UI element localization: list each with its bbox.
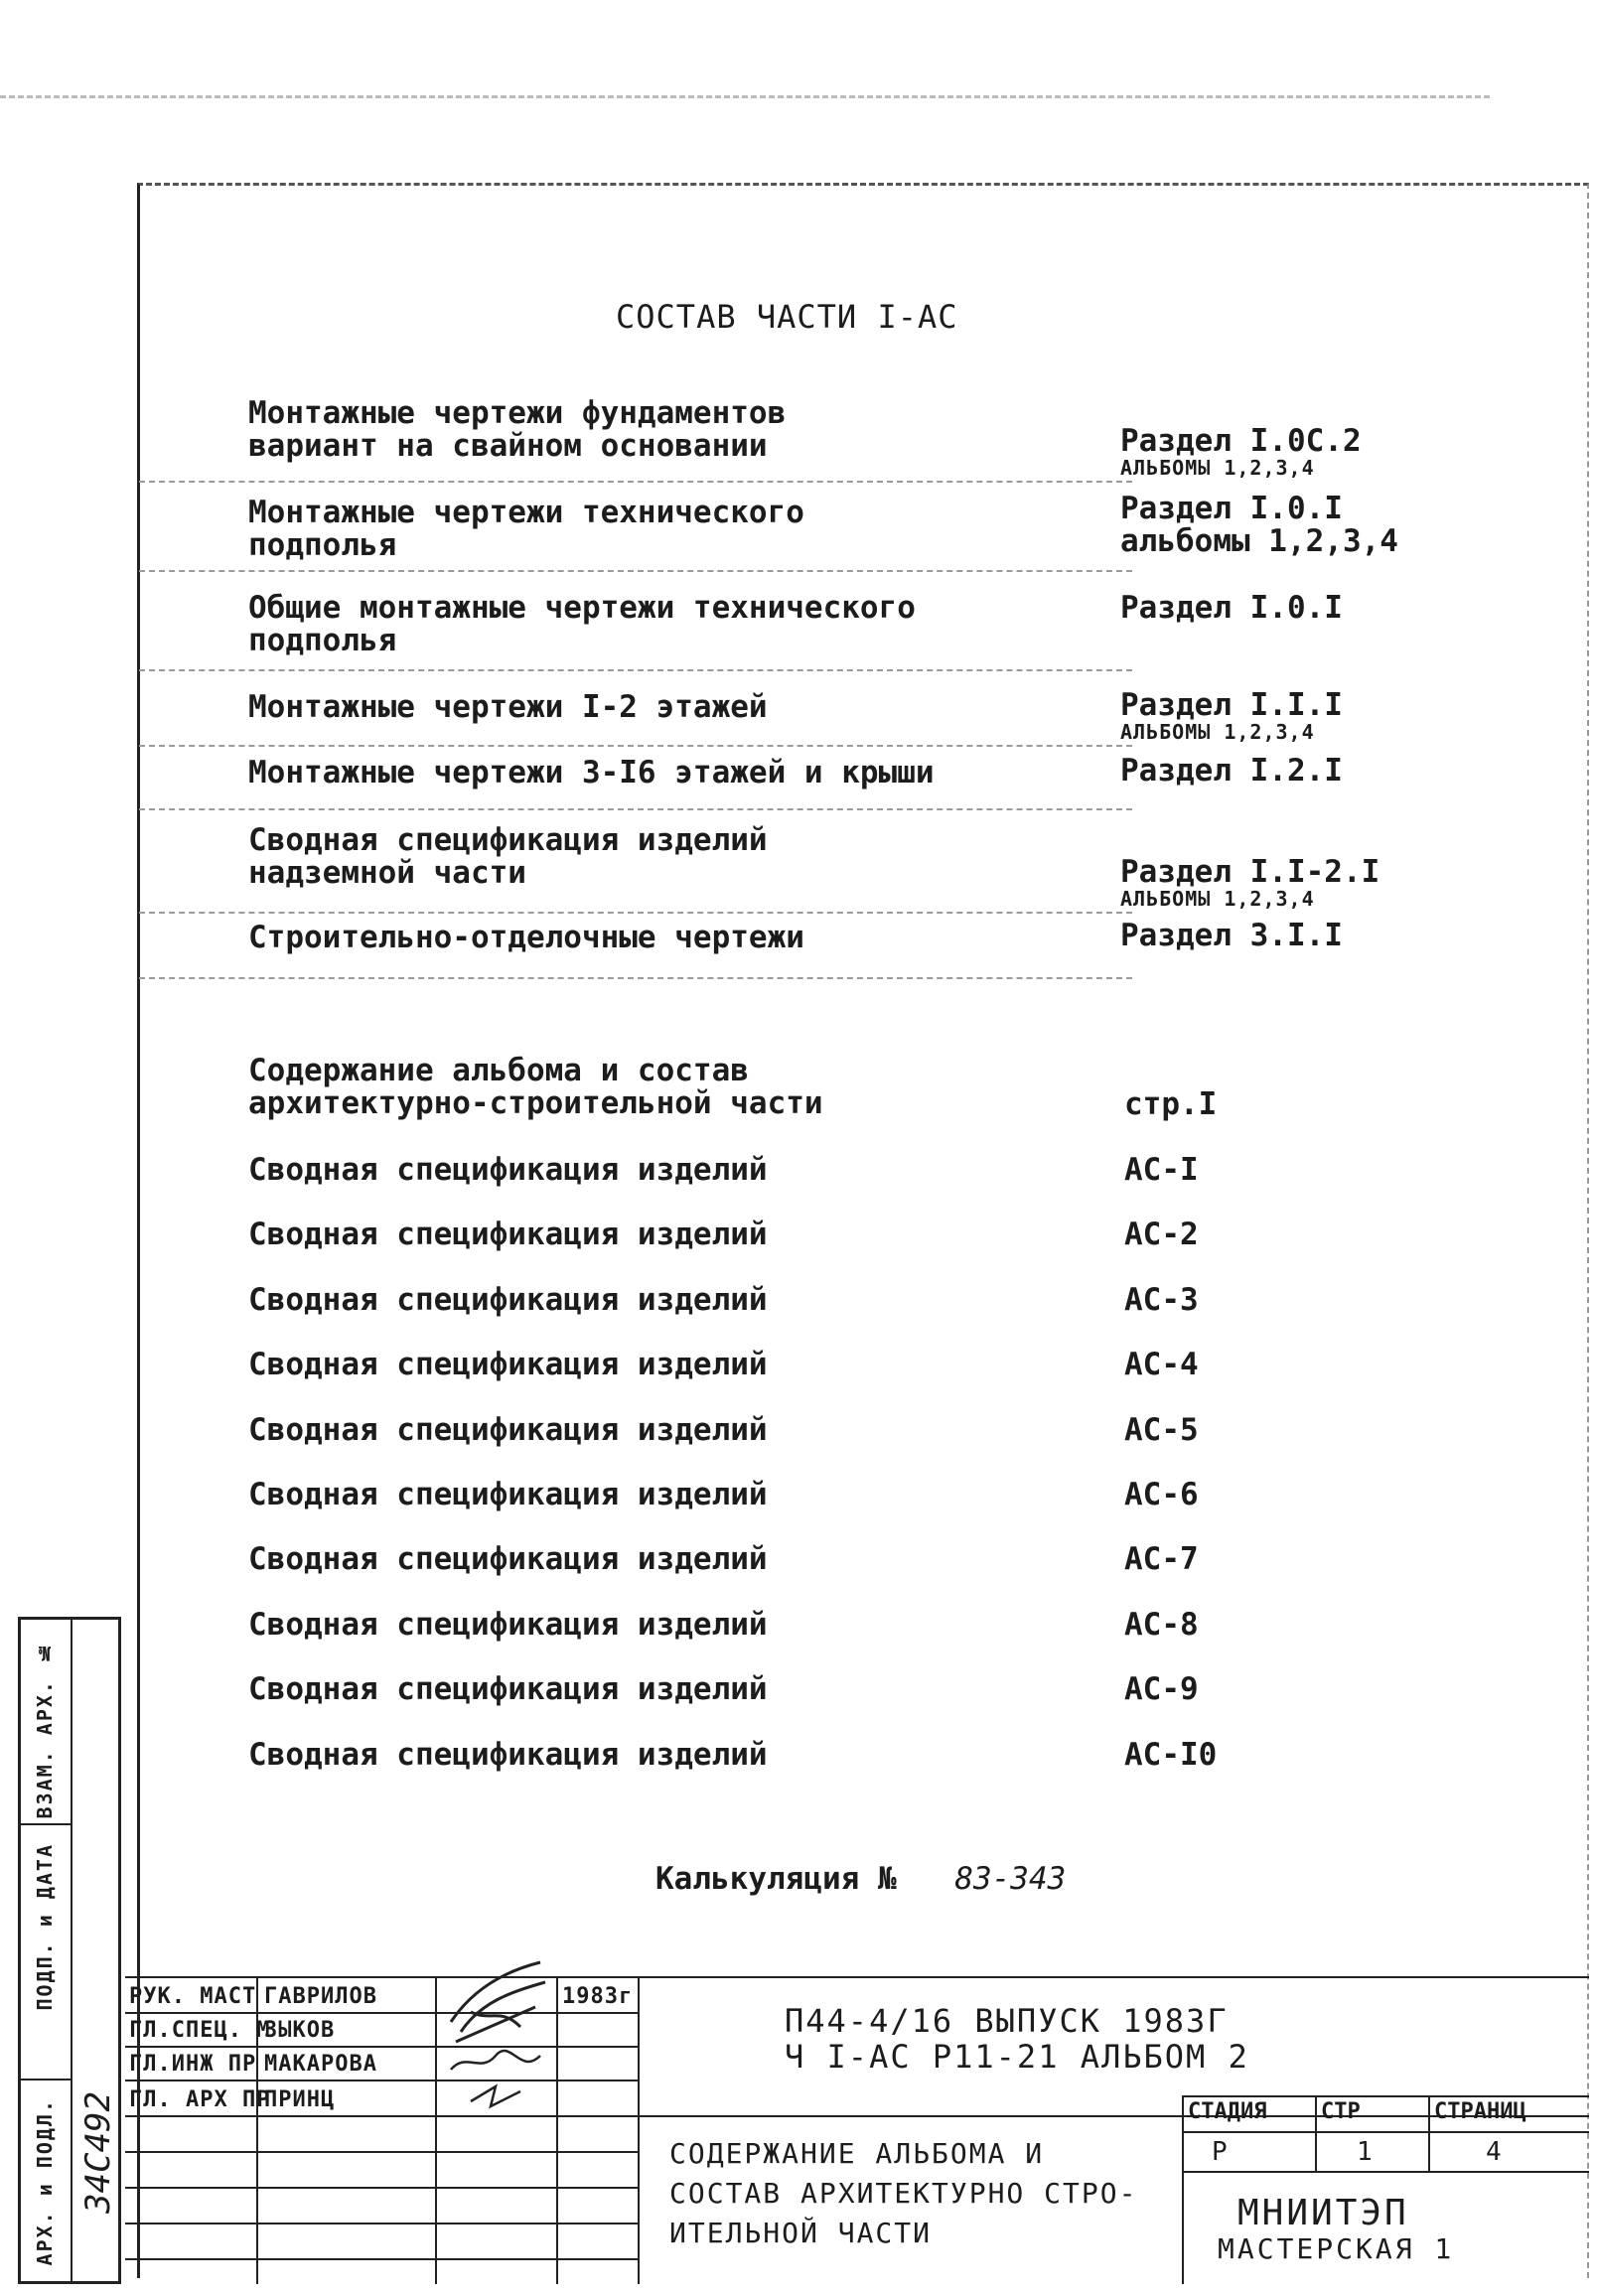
grid-line — [125, 2080, 638, 2081]
section-ref-main: Раздел I.I.I — [1120, 687, 1343, 723]
section-ref — [1120, 689, 1343, 742]
grid-line — [125, 2187, 638, 2189]
scan-noise-top — [0, 95, 1490, 112]
calculation-line — [655, 1861, 1066, 1897]
sheet-title-line: ИТЕЛЬНОЙ ЧАСТИ — [669, 2217, 933, 2249]
side-stamp-divider — [21, 2079, 71, 2081]
document-part: Ч I-АС Р11-21 АЛЬБОМ 2 — [785, 2038, 1249, 2076]
grid-line — [125, 2012, 638, 2014]
section-ref-main: Раздел 3.I.I — [1120, 918, 1343, 953]
divider — [139, 912, 1132, 914]
contents-row-label: Сводная спецификация изделий — [248, 1152, 768, 1188]
organization-unit: МАСТЕРСКАЯ 1 — [1218, 2232, 1455, 2265]
contents-heading-line: архитектурно-строительной части — [248, 1085, 823, 1121]
section-line: надземной части — [248, 855, 526, 891]
contents-heading-line: Содержание альбома и состав — [248, 1053, 749, 1088]
contents-row-ref: АС-I0 — [1124, 1737, 1218, 1773]
section-ref — [1120, 856, 1379, 909]
page-value: 1 — [1357, 2137, 1373, 2167]
role-name: ПРИНЦ — [264, 2087, 336, 2112]
organization-name: МНИИТЭП — [1237, 2193, 1409, 2233]
grid-line — [1182, 2171, 1589, 2173]
sheet-title-line: СОДЕРЖАНИЕ АЛЬБОМА И — [669, 2137, 1045, 2170]
grid-line — [125, 2115, 1589, 2117]
section-ref-sub: АЛЬБОМЫ 1,2,3,4 — [1120, 456, 1315, 480]
side-stamp-label: ПОДП. и ДАТА — [33, 1843, 57, 2011]
section-ref-main: Раздел I.0.I — [1120, 491, 1343, 526]
divider — [139, 808, 1132, 810]
contents-row-label: Сводная спецификация изделий — [248, 1412, 768, 1448]
section-entry — [248, 824, 1142, 890]
section-line: Строительно-отделочные чертежи — [248, 920, 804, 955]
grid-line — [435, 1976, 437, 2284]
pages-value: 4 — [1486, 2137, 1502, 2167]
calculation-number: 83-343 — [954, 1861, 1067, 1897]
side-stamp — [18, 1617, 121, 2284]
role-name: МАКАРОВА — [264, 2052, 377, 2077]
stage-value: Р — [1212, 2137, 1228, 2167]
archive-number-handwritten: 34С492 — [78, 2091, 118, 2214]
title-block-top-border — [125, 1976, 1589, 1978]
grid-line — [1182, 2131, 1589, 2133]
contents-row-label: Сводная спецификация изделий — [248, 1347, 768, 1382]
section-ref — [1120, 755, 1343, 788]
role-label: ГЛ.ИНЖ ПР — [129, 2052, 257, 2077]
section-line: Сводная спецификация изделий — [248, 822, 768, 858]
role-label: ГЛ.СПЕЦ. М — [129, 2018, 271, 2043]
page-label: СТР — [1321, 2099, 1361, 2124]
section-line: вариант на свайном основании — [248, 428, 768, 464]
pages-label: СТРАНИЦ — [1434, 2099, 1526, 2124]
year: 1983г — [562, 1984, 634, 2009]
title-block — [125, 1976, 1589, 2284]
section-ref-main: Раздел I.0.I — [1120, 590, 1343, 626]
section-line: Монтажные чертежи 3-I6 этажей и крыши — [248, 755, 935, 790]
sheet-title-line: СОСТАВ АРХИТЕКТУРНО СТРО- — [669, 2177, 1138, 2210]
divider — [139, 570, 1132, 572]
contents-row-ref: АС-5 — [1124, 1412, 1199, 1448]
page-title: СОСТАВ ЧАСТИ I-АС — [616, 298, 958, 336]
section-ref-sub: альбомы 1,2,3,4 — [1120, 523, 1398, 559]
role-name: ЗЫКОВ — [264, 2018, 336, 2043]
contents-row-label: Сводная спецификация изделий — [248, 1282, 768, 1318]
grid-line — [125, 2223, 638, 2224]
section-ref-main: Раздел I.I-2.I — [1120, 854, 1380, 890]
contents-row-ref: АС-I — [1124, 1152, 1199, 1188]
contents-row-label: Сводная спецификация изделий — [248, 1607, 768, 1643]
contents-row-ref: АС-8 — [1124, 1607, 1199, 1643]
contents-row-ref: АС-3 — [1124, 1282, 1199, 1318]
section-ref-sub: АЛЬБОМЫ 1,2,3,4 — [1120, 720, 1315, 744]
calculation-label: Калькуляция № — [655, 1861, 897, 1897]
side-stamp-label: ВЗАМ. АРХ. № — [33, 1640, 57, 1819]
contents-row-label: Сводная спецификация изделий — [248, 1541, 768, 1577]
grid-line — [1182, 2095, 1184, 2284]
section-ref — [1120, 425, 1362, 478]
role-label: ГЛ. АРХ ПР — [129, 2087, 271, 2112]
contents-heading — [248, 1055, 1142, 1120]
grid-line — [1182, 2095, 1589, 2097]
contents-row-label: Сводная спецификация изделий — [248, 1477, 768, 1512]
contents-row-ref: АС-2 — [1124, 1217, 1199, 1252]
section-entry — [248, 497, 1142, 562]
section-entry — [248, 397, 1142, 463]
grid-line — [125, 2046, 638, 2048]
contents-row-label: Сводная спецификация изделий — [248, 1737, 768, 1773]
section-line: подполья — [248, 623, 397, 658]
contents-row-ref: АС-7 — [1124, 1541, 1199, 1577]
section-ref — [1120, 493, 1398, 558]
divider — [139, 481, 1132, 483]
section-ref-main: Раздел I.2.I — [1120, 753, 1343, 789]
section-ref — [1120, 920, 1343, 952]
role-name: ГАВРИЛОВ — [264, 1984, 377, 2009]
section-line: подполья — [248, 527, 397, 563]
contents-row-label: Сводная спецификация изделий — [248, 1671, 768, 1707]
section-line: Монтажные чертежи технического — [248, 495, 804, 530]
grid-line — [125, 2258, 638, 2260]
contents-row-label: Сводная спецификация изделий — [248, 1217, 768, 1252]
section-entry — [248, 592, 1142, 657]
contents-heading-ref: стр.I — [1124, 1086, 1218, 1122]
contents-row-ref: АС-6 — [1124, 1477, 1199, 1512]
section-ref-sub: АЛЬБОМЫ 1,2,3,4 — [1120, 887, 1315, 911]
side-stamp-divider — [21, 1823, 71, 1825]
signature-scribbles — [441, 1952, 560, 2111]
grid-line — [1315, 2095, 1317, 2171]
divider — [139, 977, 1132, 979]
contents-row-ref: АС-4 — [1124, 1347, 1199, 1382]
section-ref-main: Раздел I.0С.2 — [1120, 423, 1362, 459]
section-ref — [1120, 592, 1343, 625]
contents-row-ref: АС-9 — [1124, 1671, 1199, 1707]
divider — [139, 669, 1132, 671]
role-label: РУК. МАСТ — [129, 1984, 257, 2009]
grid-line — [125, 2151, 638, 2153]
side-stamp-label: АРХ. и ПОДЛ. — [33, 2098, 57, 2266]
section-entry — [248, 757, 1142, 789]
section-line: Общие монтажные чертежи технического — [248, 590, 916, 626]
section-entry — [248, 691, 1142, 724]
document-code: П44-4/16 ВЫПУСК 1983Г — [785, 2002, 1229, 2040]
divider — [139, 745, 1132, 747]
grid-line — [1428, 2095, 1430, 2171]
stage-label: СТАДИЯ — [1188, 2099, 1267, 2124]
title-block-divider — [638, 1976, 640, 2284]
section-entry — [248, 922, 1142, 954]
section-line: Монтажные чертежи фундаментов — [248, 395, 787, 431]
section-line: Монтажные чертежи I-2 этажей — [248, 689, 768, 725]
